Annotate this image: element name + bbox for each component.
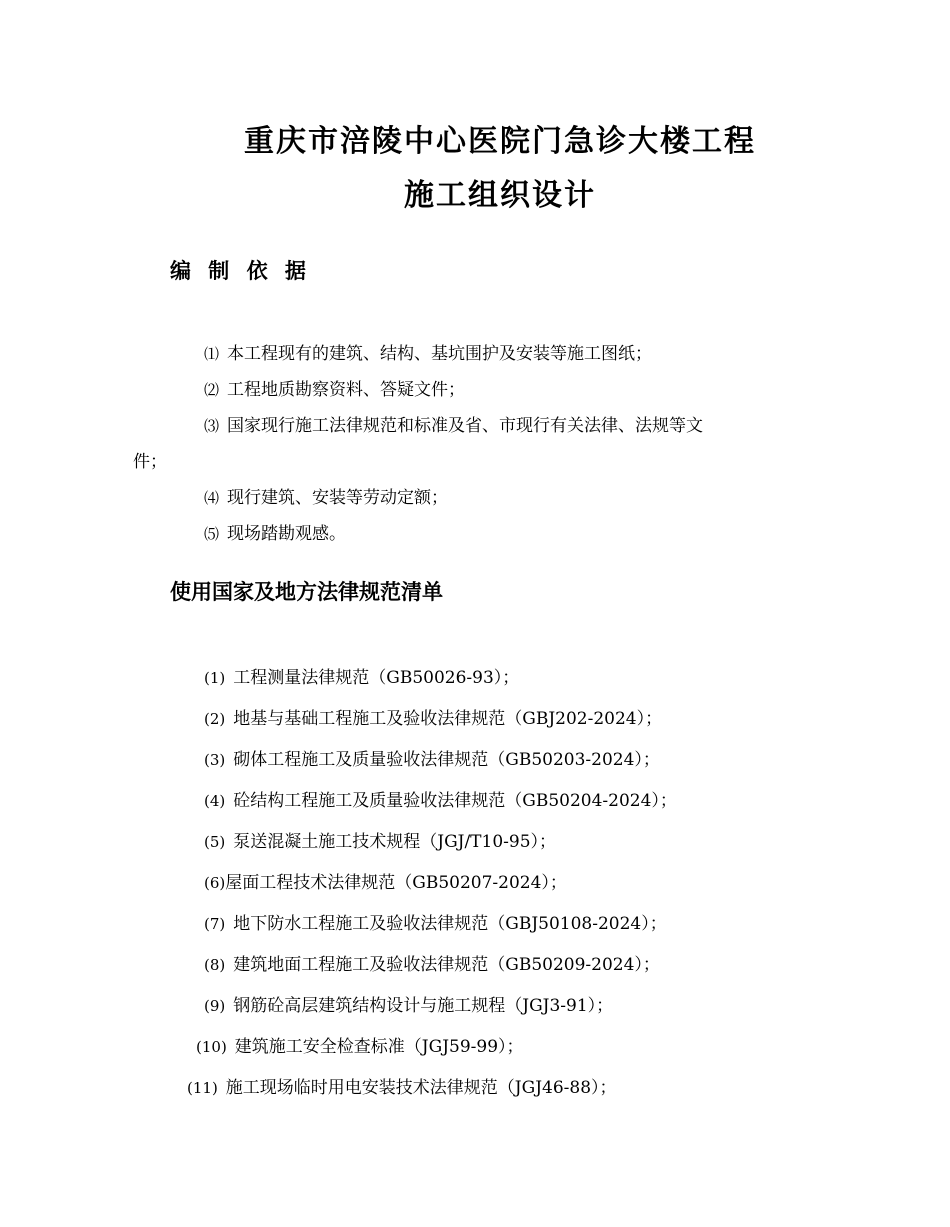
list-marker: (9) [204,997,226,1015]
list-marker: (10) [196,1038,227,1056]
list-item-text: 工程测量法律规范（GB50026-93）； [233,668,520,688]
list-item [196,1036,524,1058]
list-marker: (3) [204,751,226,769]
list-item [204,343,652,365]
list-item-text: 地下防水工程施工及验收法律规范（GBJ50108-2024）； [233,914,667,934]
list-item-text: 件； [133,452,167,472]
list-item [204,523,346,545]
list-marker: (5) [204,833,226,851]
list-item-text: 国家现行施工法律规范和标准及省、市现行有关法律、法规等文 [227,416,704,436]
list-item-text: 本工程现有的建筑、结构、基坑围护及安装等施工图纸； [227,344,653,364]
list-marker: (6) [204,874,226,892]
list-item-text: 砼结构工程施工及质量验收法律规范（GB50204-2024）； [233,791,677,811]
document-title-line1: 重庆市涪陵中心医院门急诊大楼工程 [244,124,756,159]
list-item [204,749,660,771]
list-item-text: 建筑地面工程施工及验收法律规范（GB50209-2024）； [233,955,660,975]
list-marker: ⑵ [204,381,220,399]
list-item-text: 泵送混凝土施工技术规程（JGJ/T10-95）； [233,832,557,852]
list-item [204,487,448,509]
list-item-text: 施工现场临时用电安装技术法律规范（JGJ46-88）； [225,1078,617,1098]
list-item [204,831,556,853]
list-marker: (11) [187,1079,218,1097]
list-marker: (8) [204,956,226,974]
list-item-continuation [133,451,167,473]
list-item [204,790,677,812]
list-item [204,872,567,894]
list-marker: (1) [204,669,226,687]
list-marker: ⑶ [204,417,220,435]
list-item [204,415,703,437]
list-marker: ⑴ [204,345,220,363]
document-title-line2: 施工组织设计 [404,178,596,213]
list-item [204,667,519,689]
list-item-text: 钢筋砼高层建筑结构设计与施工规程（JGJ3-91）； [233,996,614,1016]
list-item-text: 屋面工程技术法律规范（GB50207-2024）； [225,873,567,893]
list-item [204,379,465,401]
list-item-text: 建筑施工安全检查标准（JGJ59-99）； [234,1037,524,1057]
list-item [204,708,662,730]
list-item [204,954,660,976]
list-item-text: 砌体工程施工及质量验收法律规范（GB50203-2024）； [233,750,660,770]
list-marker: (4) [204,792,226,810]
list-item-text: 工程地质勘察资料、答疑文件； [227,380,466,400]
section-heading-standards: 使用国家及地方法律规范清单 [170,580,443,604]
list-item [204,913,667,935]
list-item [187,1077,617,1099]
section-heading-basis: 编 制 依 据 [170,259,311,283]
list-item-text: 地基与基础工程施工及验收法律规范（GBJ202-2024）； [233,709,663,729]
list-marker: (7) [204,915,226,933]
list-marker: ⑸ [204,525,220,543]
list-item-text: 现行建筑、安装等劳动定额； [227,488,449,508]
list-marker: ⑷ [204,489,220,507]
list-marker: (2) [204,710,226,728]
list-item-text: 现场踏勘观感。 [227,524,347,544]
list-item [204,995,613,1017]
